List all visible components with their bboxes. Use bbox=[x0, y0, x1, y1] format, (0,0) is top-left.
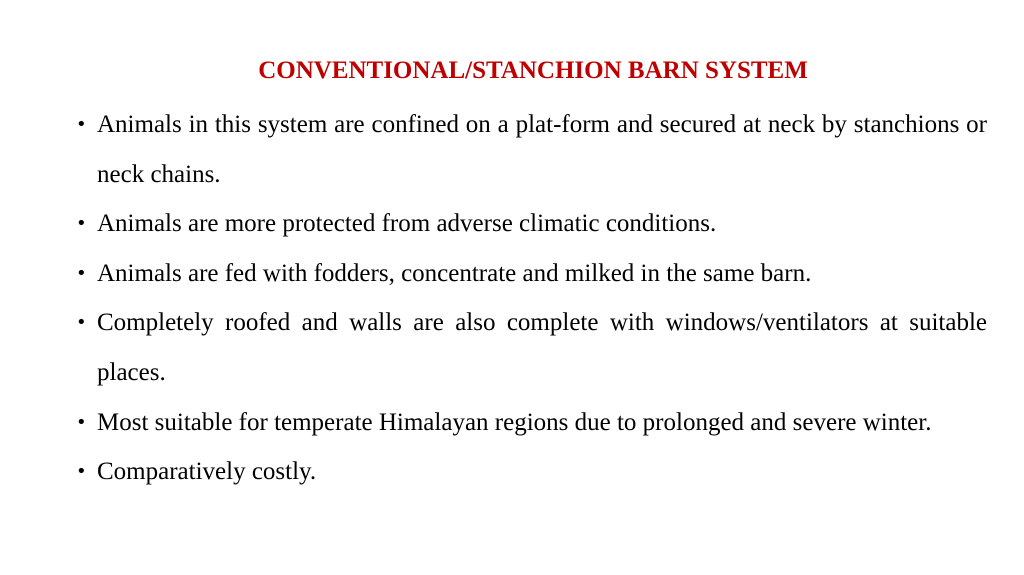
bullet-list bbox=[76, 100, 987, 497]
bullet-dot-icon: • bbox=[76, 461, 87, 483]
bullet-text: Animals in this system are confined on a plat-form and secured at neck by stanchions or neck chains. bbox=[97, 111, 987, 188]
bullet-item-confined bbox=[76, 100, 987, 199]
bullet-dot-icon: • bbox=[76, 114, 87, 135]
bullet-text: Animals are fed with fodders, concentrate and milked in the same barn. bbox=[97, 259, 812, 287]
bullet-item-protected bbox=[76, 199, 987, 249]
bullet-item-himalayan bbox=[76, 398, 987, 448]
bullet-dot-icon: • bbox=[76, 411, 87, 433]
bullet-item-costly bbox=[76, 447, 987, 497]
bullet-text: Animals are more protected from adverse climatic conditions. bbox=[97, 210, 717, 238]
bullet-dot-icon: • bbox=[76, 312, 87, 334]
bullet-dot-icon: • bbox=[76, 213, 87, 235]
bullet-item-roofed bbox=[76, 298, 987, 397]
bullet-text: Most suitable for temperate Himalayan regions due to prolonged and severe winter. bbox=[97, 408, 932, 436]
bullet-text: Completely roofed and walls are also complete with windows/ventilators at suitable places. bbox=[97, 309, 987, 386]
bullet-dot-icon: • bbox=[76, 262, 87, 284]
bullet-text: Comparatively costly. bbox=[97, 458, 317, 486]
bullet-item-fed bbox=[76, 249, 987, 299]
slide-title: CONVENTIONAL/STANCHION BARN SYSTEM bbox=[258, 57, 808, 84]
